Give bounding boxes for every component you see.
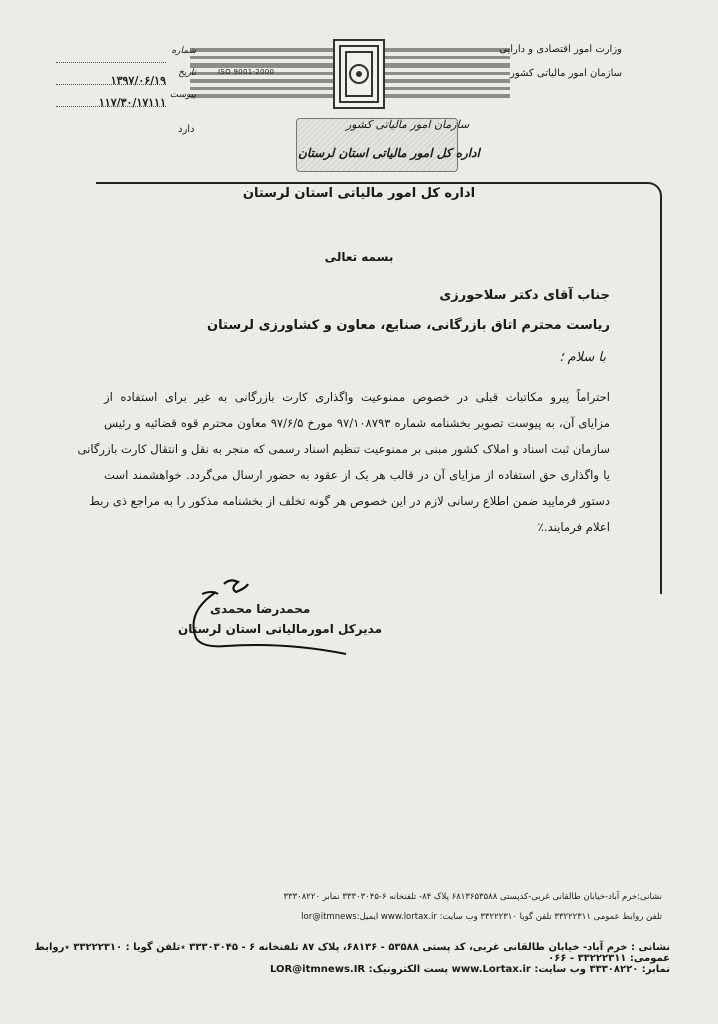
number-label: شماره <box>171 46 196 56</box>
body-line: دستور فرمایید ضمن اطلاع رسانی لازم در این خصوص هر گونه تخلف از بخشنامه مذکور را به مراجع ذی ربط <box>89 494 610 508</box>
body-line: احتراماً پیرو مکاتبات قبلی در خصوص ممنوعیت واگذاری کارت بازرگانی به غیر برای استفاده از <box>104 390 610 404</box>
footer-print-address-line: نشانی : خرم آباد- خیابان طالقانی غربی، کد پستی ۵۳۵۸۸ - ۶۸۱۳۶، پلاک ۸۷ تلفنخانه ۶ - ۳۳۳۰۳۰۴۵ ٭تلفن گویا : ۳۳۲۲۲۳۱۰ ٭روابط عمومی: ۳۳۲۲۲۳۱۱ - ۰۶۶ <box>34 942 670 964</box>
footer-print-contact-line: نمابر: ۳۳۳۰۸۲۲۰ وب سایت: www.Lortax.ir پست الکترونیک: LOR@itmnews.IR <box>269 964 670 975</box>
stamp-line-2: اداره کل امور مالیاتی استان لرستان <box>298 146 480 160</box>
signer-name: محمدرضا محمدی <box>210 602 311 616</box>
department-heading: اداره کل امور مالیاتی استان لرستان <box>242 186 476 201</box>
meta-attachment-row <box>56 90 196 112</box>
meta-number-row <box>56 46 196 68</box>
body-line: مزایای آن، به پیوست تصویر بخشنامه شماره ۹۷/۱۰۸۷۹۳ مورخ ۹۷/۶/۵ معاون محترم قوه قضائیه و رئیس <box>104 416 610 430</box>
letter-date: ۱۳۹۷/۰۶/۱۹ <box>110 74 166 87</box>
body-line: اعلام فرمایند.٪ <box>537 520 610 534</box>
letter-number: ۱۱۷/۳۰/۱۷۱۱۱ <box>98 96 166 109</box>
recipient-name: جناب آقای دکتر سلاحورزی <box>439 288 610 303</box>
tax-org-emblem-icon <box>332 38 386 110</box>
organization-name: سازمان امور مالیاتی کشور <box>510 68 622 79</box>
letter-body <box>77 384 610 540</box>
attachment-status: دارد <box>178 124 195 135</box>
iso-label: ISO 9001-2000 <box>218 68 275 76</box>
date-label: تاریخ <box>178 68 196 78</box>
recipient-title: ریاست محترم اتاق بازرگانی، صنایع، معاون و کشاورزی لرستان <box>207 318 610 333</box>
stamp-line-1: سازمان امور مالیاتی کشور <box>346 118 470 131</box>
footer-address-line: نشانی:خرم آباد-خیابان طالقانی غربی-کدپستی ۶۸۱۳۶۵۳۵۸۸ پلاک ۸۴- تلفنخانه ۶-۳۳۳۰۳۰۴۵ نمابر ۳۳۳۰۸۲۲۰ <box>283 892 662 902</box>
footer-contact-line: تلفن روابط عمومی ۳۳۲۲۲۳۱۱ تلفن گویا ۳۳۲۲۲۳۱۰ وب سایت: www.lortax.ir ایمیل:lor@itmnews <box>301 912 662 922</box>
body-line: سازمان ثبت اسناد و املاک کشور مبنی بر ممنوعیت تنظیم اسناد رسمی که منجر به نقل و انتقال کارت بازرگانی <box>77 442 610 456</box>
signer-title: مدیرکل امورمالیاتی استان لرستان <box>178 622 382 636</box>
basmala: بسمه تعالی <box>324 250 394 264</box>
body-line: یا واگذاری حق استفاده از مزایای آن در قالب هر یک از عقود به حضور ارسال می‌گردد. خواهشمند است <box>104 468 610 482</box>
attachment-label: پیوست <box>169 90 196 100</box>
handwritten-signature <box>172 574 352 658</box>
greeting: با سلام ؛ <box>559 350 606 365</box>
meta-date-row <box>56 68 196 90</box>
letter-meta <box>56 46 196 112</box>
ministry-name: وزارت امور اقتصادی و دارایی <box>499 44 622 55</box>
